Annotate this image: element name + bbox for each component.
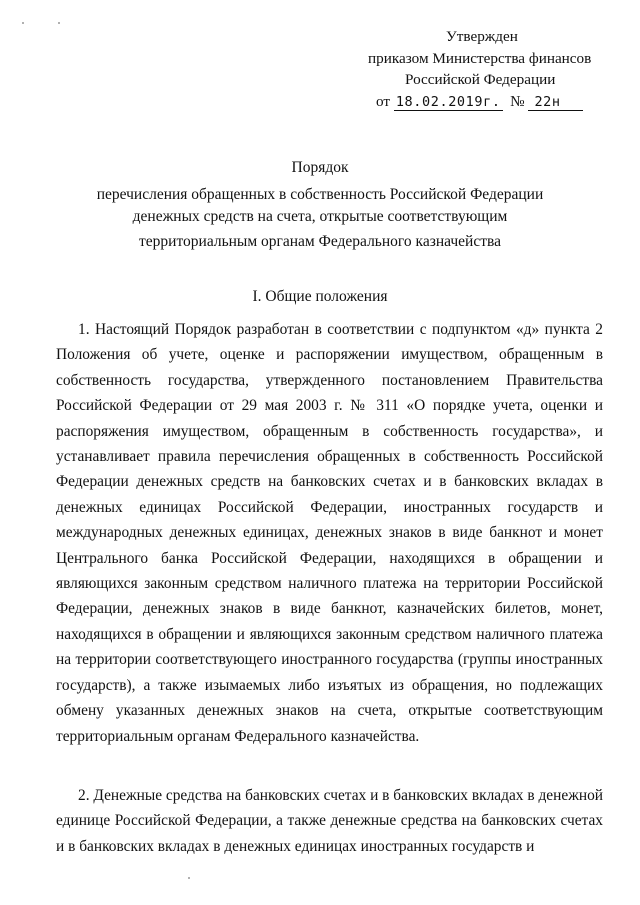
- document-subtitle-line1: перечисления обращенных в собственность Российской Федерации: [96, 186, 544, 203]
- approval-order: приказом Министерства финансов: [368, 49, 592, 67]
- approval-number: 22н: [528, 94, 582, 111]
- approval-block: [360, 26, 630, 113]
- paragraph-2-container: [56, 783, 603, 859]
- approval-approved: Утвержден: [446, 28, 518, 45]
- paragraph-1-container: [56, 317, 603, 749]
- scan-speck: [188, 877, 190, 879]
- date-prefix: от: [376, 92, 391, 110]
- approval-date-line: [360, 91, 630, 114]
- number-prefix: №: [510, 92, 525, 110]
- section-heading: I. Общие положения: [252, 288, 388, 305]
- document-subtitle-line2: денежных средств на счета, открытые соответствующим: [132, 208, 508, 225]
- paragraph-2: 2. Денежные средства на банковских счетах и в банковских вкладах в денежной единице Российской Федерации, а также денежные средства на банковских счетах и в банковских вкладах в денежных единицах иностранных государств и: [56, 787, 603, 855]
- scan-speck: [22, 22, 24, 24]
- approval-date: 18.02.2019г.: [395, 93, 501, 110]
- paragraph-1: 1. Настоящий Порядок разработан в соответствии с подпунктом «д» пункта 2 Положения об учете, оценке и распоряжении имуществом, обращенным в собственность государства, утвержденного постановлением Правительства Российской Федерации от 29 мая 2003 г. № 311 «О порядке учета, оценки и распоряжения имуществом, обращенным в собственность государства», и устанавливает правила перечисления обращенных в собственность Российской Федерации денежных средств на банковских счетах и в банковских вкладах в денежных единицах Российской Федерации, иностранных государств и международных денежных единицах, денежных знаков в виде банкнот и монет Центрального банка Российской Федерации, находящихся в обращении и являющихся законным средством наличного платежа на территории Российской Федерации, денежных знаков в виде банкнот, казначейских билетов, монет, находящихся в обращении и являющихся законным средством наличного платежа на территории соответствующего иностранного государства (группы иностранных государств), а также изымаемых либо изъятых из обращения, но подлежащих обмену указанных денежных знаков на счета, открытые соответствующим территориальным органам Федерального казначейства.: [56, 321, 603, 745]
- document-subtitle-line3: территориальным органам Федерального казначейства: [139, 233, 501, 250]
- document-title: Порядок: [291, 159, 349, 176]
- approval-federation: Российской Федерации: [405, 71, 556, 88]
- scan-speck: [58, 22, 60, 24]
